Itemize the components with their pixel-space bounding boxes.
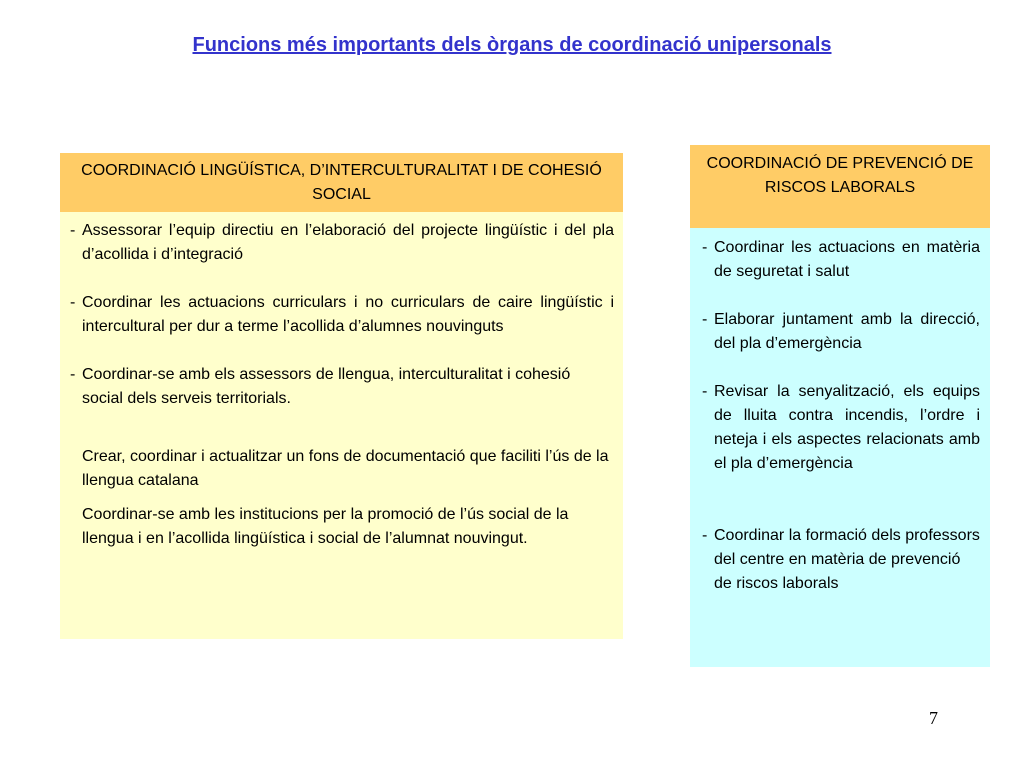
list-item-text: Coordinar-se amb els assessors de llengua, interculturalitat i cohesió social dels serveis territorials.	[82, 366, 571, 407]
list-item	[702, 380, 980, 476]
risk-prevention-body	[690, 228, 990, 596]
risk-prevention-header: COORDINACIÓ DE PREVENCIÓ DE RISCOS LABORALS	[690, 145, 990, 228]
list-item	[70, 219, 614, 267]
linguistic-coordination-body	[60, 212, 623, 551]
list-item	[70, 291, 614, 339]
list-item-text: Coordinar les actuacions en matèria de seguretat i salut	[714, 239, 980, 280]
page-number: 7	[929, 708, 938, 728]
list-item	[702, 236, 980, 284]
list-item-text: Crear, coordinar i actualitzar un fons de documentació que faciliti l’ús de la llengua catalana	[82, 448, 609, 489]
bullet-dash: -	[70, 366, 76, 383]
list-item	[702, 524, 980, 596]
bullet-dash: -	[702, 311, 708, 328]
bullet-dash: -	[702, 239, 708, 256]
list-item-text: Revisar la senyalització, els equips de lluita contra incendis, l’ordre i neteja i els aspectes relacionats amb el pla d’emergència	[714, 383, 980, 472]
bullet-dash: -	[702, 383, 708, 400]
list-item-text: Assessorar l’equip directiu en l’elaboració del projecte lingüístic i del pla d’acollida i d’integració	[82, 222, 614, 263]
linguistic-coordination-header: COORDINACIÓ LINGÜÍSTICA, D’INTERCULTURALITAT I DE COHESIÓ SOCIAL	[60, 153, 623, 212]
list-item	[702, 308, 980, 356]
list-item-text: Coordinar les actuacions curriculars i no curriculars de caire lingüístic i intercultural per dur a terme l’acollida d’alumnes nouvinguts	[82, 294, 614, 335]
list-item-text: Coordinar-se amb les institucions per la promoció de l’ús social de la llengua i en l’acollida lingüística i social de l’alumnat nouvingut.	[82, 506, 569, 547]
list-item-text: Coordinar la formació dels professors del centre en matèria de prevenció de riscos laborals	[714, 527, 980, 592]
list-item	[70, 503, 614, 551]
bullet-dash: -	[70, 222, 76, 239]
list-item	[70, 445, 614, 493]
linguistic-coordination-panel	[60, 153, 623, 639]
risk-prevention-panel	[690, 145, 990, 667]
bullet-dash: -	[702, 527, 708, 544]
bullet-dash: -	[70, 294, 76, 311]
list-item	[70, 363, 614, 411]
slide-title: Funcions més importants dels òrgans de coordinació unipersonals	[192, 34, 832, 56]
list-item-text: Elaborar juntament amb la direcció, del pla d’emergència	[714, 311, 980, 352]
